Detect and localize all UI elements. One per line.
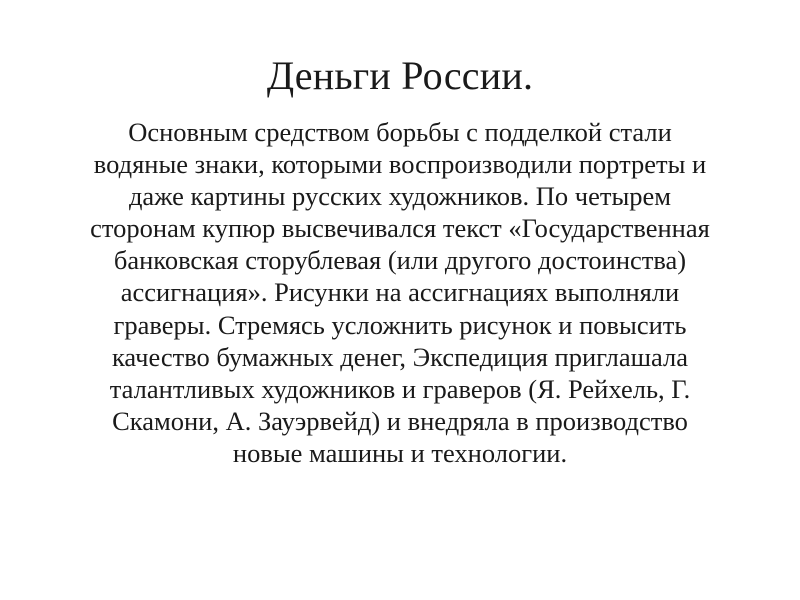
body-line: банковская сторублевая (или другого достоинства)	[113, 245, 687, 276]
body-line: Основным средством борьбы с подделкой стали	[128, 117, 672, 147]
body-line: новые машины и технологии.	[232, 437, 568, 468]
body-line: сторонам купюр высвечивался текст «Государственная	[90, 213, 710, 244]
body-line: граверы. Стремясь усложнить рисунок и повысить	[113, 309, 687, 340]
body-line: Скамони, А. Зауэрвейд) и внедряла в производство	[112, 405, 688, 436]
body-line: даже картины русских художников. По четырем	[128, 181, 672, 212]
body-line: ассигнация». Рисунки на ассигнациях выполняли	[120, 277, 680, 308]
body-line: водяные знаки, которыми воспроизводили портреты и	[93, 149, 707, 180]
slide-title: Деньги России.	[266, 53, 534, 98]
body-line: талантливых художников и граверов (Я. Рейхель, Г.	[109, 373, 691, 404]
slide-body-text	[40, 116, 760, 469]
body-line: качество бумажных денег, Экспедиция приглашала	[111, 341, 689, 372]
